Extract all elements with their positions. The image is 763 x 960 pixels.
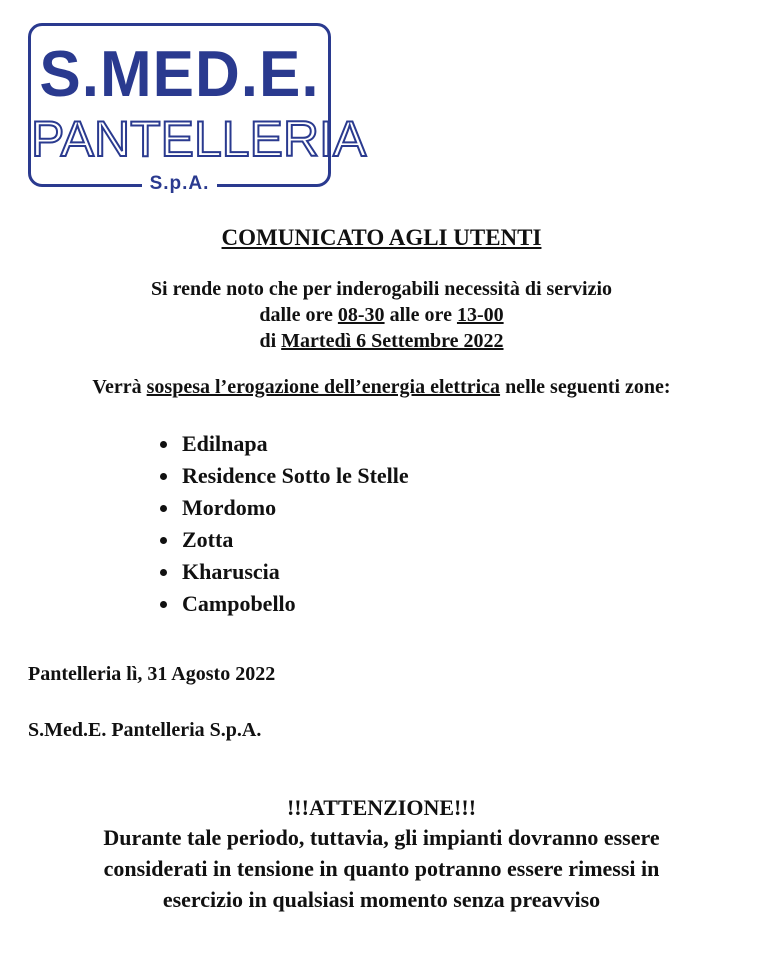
- list-item: [156, 556, 409, 588]
- logo-spa-text: S.p.A.: [142, 173, 218, 195]
- list-item: [156, 460, 409, 492]
- bullet-icon: [160, 601, 167, 608]
- attention-body: [20, 822, 743, 915]
- suspension-line: [0, 374, 763, 400]
- notice-time-start: 08-30: [337, 304, 385, 326]
- list-item: [156, 588, 409, 620]
- suspension-post: nelle seguenti zone:: [500, 376, 671, 398]
- notice-line-1: Si rende noto che per inderogabili necessità di servizio: [150, 278, 613, 300]
- notice-line-2: [0, 302, 763, 328]
- bullet-icon: [160, 505, 167, 512]
- list-item: [156, 492, 409, 524]
- place-date: Pantelleria lì, 31 Agosto 2022: [28, 663, 276, 685]
- notice-time-pre: dalle ore: [259, 304, 338, 326]
- notice-date: Martedì 6 Settembre 2022: [281, 330, 504, 352]
- notice-line-3: [0, 328, 763, 354]
- bullet-icon: [160, 473, 167, 480]
- attention-title: !!!ATTENZIONE!!!: [286, 795, 477, 820]
- logo-pantelleria-text: PANTELLERIA: [31, 111, 367, 167]
- zone-label: Mordomo: [182, 495, 277, 520]
- zone-label: Kharuscia: [182, 559, 280, 584]
- attention-line-1: Durante tale periodo, tuttavia, gli impianti dovranno essere: [103, 825, 660, 850]
- notice-date-pre: di: [259, 330, 282, 352]
- zones-list: [156, 428, 409, 620]
- zone-label: Campobello: [182, 591, 296, 616]
- list-item: [156, 524, 409, 556]
- company-logo: [28, 23, 367, 194]
- bullet-icon: [160, 441, 167, 448]
- bullet-icon: [160, 537, 167, 544]
- attention-line-3: esercizio in qualsiasi momento senza preavviso: [162, 887, 601, 912]
- suspension-pre: Verrà: [92, 376, 147, 398]
- notice-time-mid: alle ore: [384, 304, 457, 326]
- logo-smede-text: S.MED.E.: [39, 38, 320, 111]
- suspension-emph: sospesa l’erogazione dell’energia elettrica: [146, 376, 501, 398]
- zone-label: Residence Sotto le Stelle: [182, 463, 409, 488]
- bullet-icon: [160, 569, 167, 576]
- attention-line-2: considerati in tensione in quanto potranno essere rimessi in: [103, 856, 660, 881]
- notice-time-end: 13-00: [456, 304, 504, 326]
- zone-label: Zotta: [182, 527, 234, 552]
- list-item: [156, 428, 409, 460]
- logo-spa-row: [31, 173, 328, 195]
- signature: S.Med.E. Pantelleria S.p.A.: [28, 719, 262, 741]
- page-title: COMUNICATO AGLI UTENTI: [221, 225, 542, 250]
- zone-label: Edilnapa: [182, 431, 268, 456]
